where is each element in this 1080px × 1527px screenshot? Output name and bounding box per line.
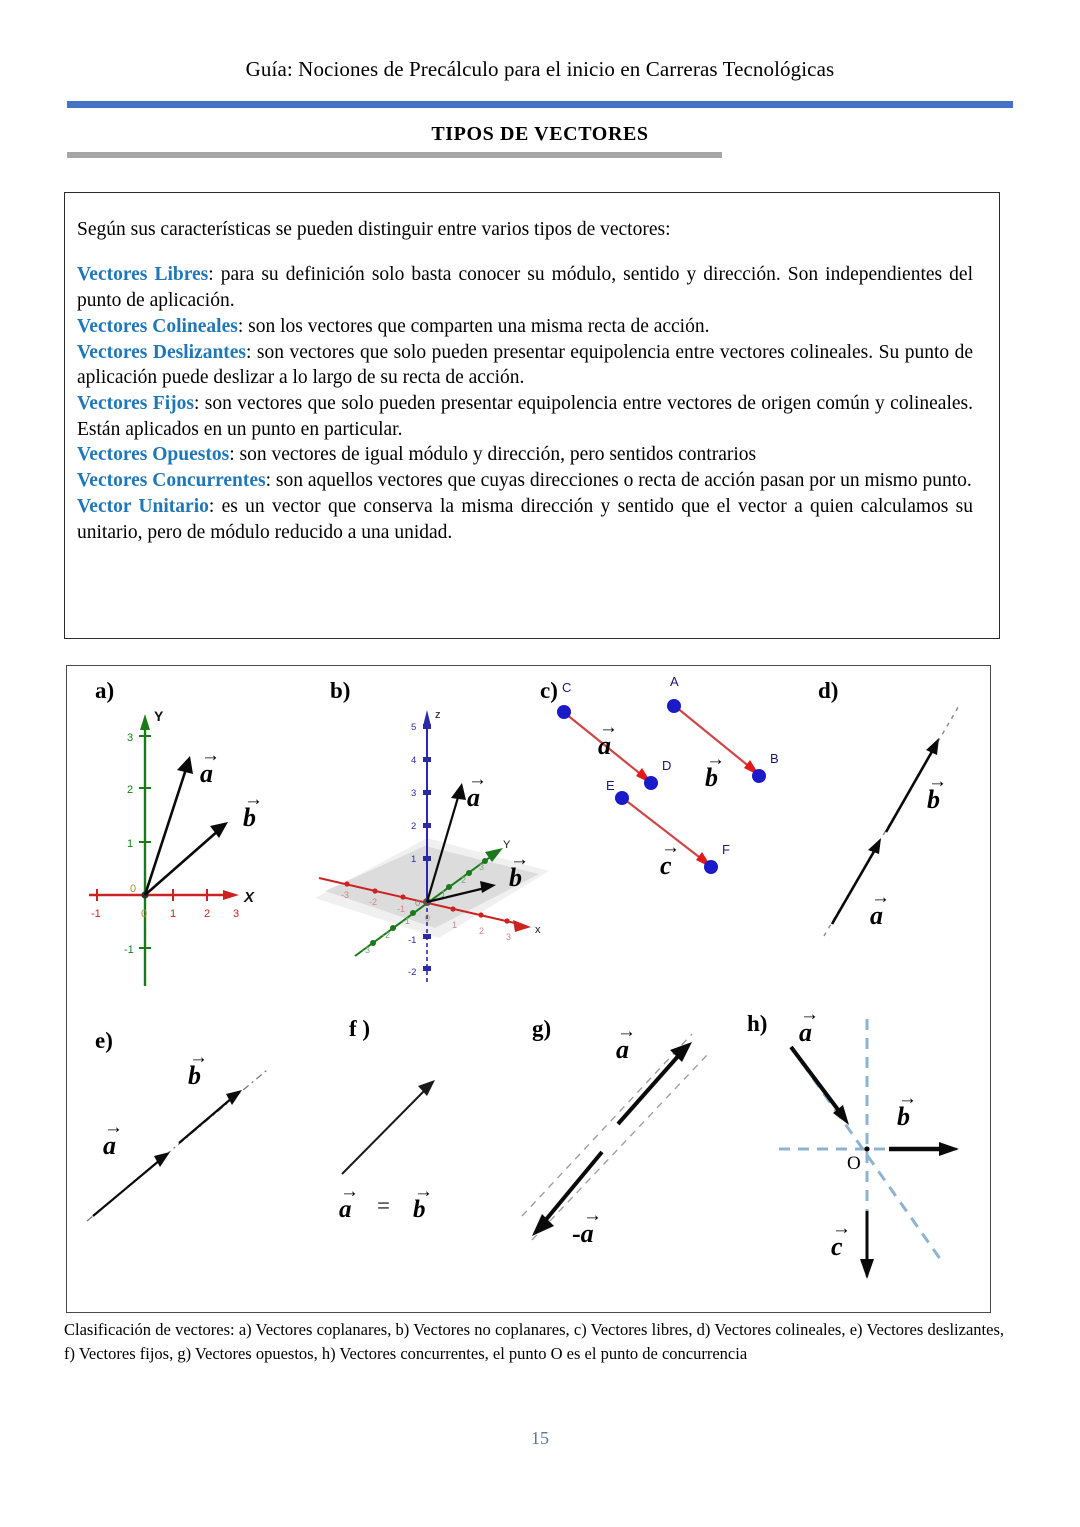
svg-text:z: z (435, 709, 441, 721)
svg-text:3: 3 (479, 862, 485, 872)
panel-a-vector-label-a: → a (200, 745, 219, 788)
figure-panel-g (512, 1006, 762, 1276)
svg-text:5: 5 (411, 722, 417, 733)
vector-arrow-icon: → (244, 789, 262, 810)
svg-text:3: 3 (233, 908, 240, 920)
svg-text:-3: -3 (362, 945, 371, 955)
panel-b-vector-label-a: → a (467, 769, 486, 812)
definition-text: : para su definición solo basta conocer su módulo, sentido y dirección. Son independientes del punto de aplicación. (77, 264, 973, 312)
vector-arrow-icon: → (871, 887, 889, 908)
svg-text:0: 0 (425, 913, 431, 923)
page-number: 15 (531, 1428, 549, 1448)
svg-text:x: x (535, 924, 541, 936)
vector-arrow-icon: → (617, 1021, 635, 1042)
vector-arrow-icon: → (468, 769, 486, 790)
vector-arrow-icon: → (661, 837, 679, 858)
svg-text:0: 0 (415, 898, 421, 909)
definition-item-vectores-deslizantes (77, 340, 973, 391)
panel-f-equation-left: → a (339, 1181, 358, 1223)
panel-e-letter: e) (95, 1028, 113, 1053)
panel-c-point-label-A: A (670, 674, 679, 689)
definition-term: Vectores Deslizantes (77, 341, 247, 363)
panel-h-vector-label-b: → b (897, 1088, 916, 1131)
svg-text:1: 1 (452, 920, 458, 930)
panel-h-vector-label-c: → c (831, 1218, 850, 1261)
svg-text:1: 1 (170, 908, 177, 920)
svg-text:-1: -1 (402, 916, 411, 926)
panel-g-letter: g) (532, 1016, 552, 1041)
svg-text:-1: -1 (397, 904, 406, 914)
definition-text: : son vectores que solo pueden presentar equipolencia entre vectores colineales. Su punto de aplicación puede deslizar a lo largo de su recta de acción. (77, 341, 974, 389)
definition-item-vectores-fijos (77, 391, 973, 442)
svg-text:-1: -1 (91, 908, 101, 920)
panel-b-plot (307, 666, 557, 996)
panel-c-point-label-F: F (722, 842, 730, 857)
svg-text:2: 2 (461, 875, 467, 885)
svg-text:1: 1 (127, 838, 134, 850)
panel-h-origin-label: O (847, 1153, 861, 1174)
panel-a-vector-label-b: → b (243, 789, 262, 832)
vector-arrow-icon: → (414, 1181, 432, 1202)
svg-text:1: 1 (411, 854, 417, 865)
vector-arrow-icon: → (800, 1004, 818, 1025)
panel-c-letter: c) (540, 678, 558, 703)
definition-text: : son vectores de igual módulo y dirección, pero sentidos contrarios (229, 444, 757, 466)
panel-g-vector-label-a: → a (616, 1021, 635, 1064)
svg-text:-2: -2 (382, 930, 391, 940)
vector-arrow-icon: → (510, 849, 528, 870)
panel-c-point-label-B: B (770, 751, 779, 766)
heading-gray-rule (67, 152, 722, 158)
header-blue-rule (67, 101, 1013, 108)
definition-text: : son aquellos vectores que cuyas direcciones o recta de acción pasan por un mismo punto. (265, 470, 972, 492)
definition-term: Vectores Colineales (77, 315, 238, 337)
figure-panel-f (325, 1006, 520, 1256)
svg-text:2: 2 (411, 821, 417, 832)
panel-d-plot (802, 666, 992, 966)
panel-c-vector-label-c: → c (660, 837, 679, 880)
figure-panel-a (67, 666, 302, 986)
panel-c-vector-label-b: → b (705, 749, 724, 792)
svg-text:2: 2 (127, 784, 134, 796)
svg-text:2: 2 (204, 908, 211, 920)
panel-e-vector-label-b: → b (188, 1047, 207, 1090)
panel-c-point-label-E: E (606, 778, 615, 793)
svg-text:2: 2 (479, 926, 485, 936)
vector-arrow-icon: → (599, 717, 617, 738)
svg-text:-2: -2 (408, 967, 417, 978)
vector-arrow-icon: → (189, 1047, 207, 1068)
svg-text:3: 3 (127, 732, 134, 744)
panel-c-vector-label-a: → a (598, 717, 617, 760)
svg-text:3: 3 (411, 788, 417, 799)
svg-text:-2: -2 (369, 897, 378, 907)
definition-term: Vectores Opuestos (77, 444, 230, 466)
panel-g-plot (512, 1006, 762, 1276)
panel-f-equation-operator: = (377, 1193, 390, 1218)
svg-text:Y: Y (503, 839, 511, 851)
panel-d-vector-label-a: → a (870, 887, 889, 930)
vector-classification-figure (66, 665, 991, 1313)
definition-term: Vectores Libres (77, 264, 209, 286)
panel-h-plot (739, 1001, 989, 1291)
panel-d-vector-label-b: → b (927, 771, 946, 814)
definition-term: Vector Unitario (77, 495, 209, 517)
definitions-lead: Según sus características se pueden distinguir entre varios tipos de vectores: (77, 219, 671, 240)
definitions-content (65, 193, 999, 545)
definition-item-vectores-libres (77, 262, 973, 313)
vector-arrow-icon: → (340, 1181, 358, 1202)
svg-text:-3: -3 (341, 890, 350, 900)
panel-g-vector-label-minus-a: → -a (572, 1205, 601, 1248)
page-title: TIPOS DE VECTORES (431, 123, 649, 145)
definition-text: : son vectores que solo pueden presentar equipolencia entre vectores de origen común y colineales. Están aplicados en un punto en particular. (77, 393, 973, 440)
panel-c-point-label-C: C (562, 680, 572, 695)
figure-caption: Clasificación de vectores: a) Vectores coplanares, b) Vectores no coplanares, c) Vectores libres, d) Vectores colineales, e) Vectores deslizantes, f) Vectores fijos, g) Vectores opuestos, h) Vectores concurrentes, el punto O es el punto de concurrencia (64, 1320, 1004, 1364)
svg-text:4: 4 (411, 755, 417, 766)
definition-term: Vectores Fijos (77, 393, 194, 415)
figure-panel-c (530, 666, 795, 906)
panel-h-letter: h) (747, 1011, 768, 1036)
figure-panel-b (307, 666, 557, 996)
vector-arrow-icon: → (928, 771, 946, 792)
vector-arrow-icon: → (583, 1205, 601, 1226)
svg-text:-1: -1 (124, 944, 134, 956)
definition-item-vectores-colineales (77, 314, 973, 340)
panel-f-equation-right: → b (413, 1181, 432, 1223)
svg-text:3: 3 (506, 932, 512, 942)
definition-item-vector-unitario (77, 494, 973, 545)
svg-text:0: 0 (130, 883, 137, 895)
vector-arrow-icon: → (104, 1117, 122, 1138)
panel-f-letter: f ) (349, 1016, 371, 1041)
figure-panel-e (67, 1006, 317, 1271)
svg-text:-1: -1 (408, 935, 417, 946)
definition-text: : son los vectores que comparten una misma recta de acción. (237, 315, 710, 337)
panel-c-point-label-D: D (662, 758, 672, 773)
panel-b-vector-label-b: → b (509, 849, 528, 892)
figure-panel-d (802, 666, 992, 966)
definitions-box (64, 192, 1000, 639)
definition-term: Vectores Concurrentes (77, 470, 266, 492)
panel-a-letter: a) (95, 678, 115, 703)
document-header-title: Guía: Nociones de Precálculo para el inicio en Carreras Tecnológicas (245, 57, 835, 81)
panel-b-letter: b) (330, 678, 351, 703)
vector-arrow-icon: → (898, 1088, 916, 1109)
svg-text:1: 1 (441, 889, 447, 899)
svg-text:Y: Y (154, 708, 164, 724)
definition-item-vectores-opuestos (77, 442, 973, 468)
svg-text:0: 0 (141, 908, 148, 920)
definition-text: : es un vector que conserva la misma dirección y sentido que el vector a quien calculamos su unitario, pero de módulo reducido a una unidad. (77, 495, 974, 543)
figure-panel-h (739, 1001, 989, 1291)
vector-arrow-icon: → (706, 749, 724, 770)
panel-d-letter: d) (818, 678, 839, 703)
panel-e-vector-label-a: → a (103, 1117, 122, 1160)
panel-a-plot (67, 666, 302, 986)
panel-h-vector-label-a: → a (799, 1004, 818, 1047)
vector-arrow-icon: → (832, 1218, 850, 1239)
definition-item-vectores-concurrentes (77, 468, 973, 494)
vector-arrow-icon: → (201, 745, 219, 766)
svg-text:X: X (244, 889, 255, 906)
